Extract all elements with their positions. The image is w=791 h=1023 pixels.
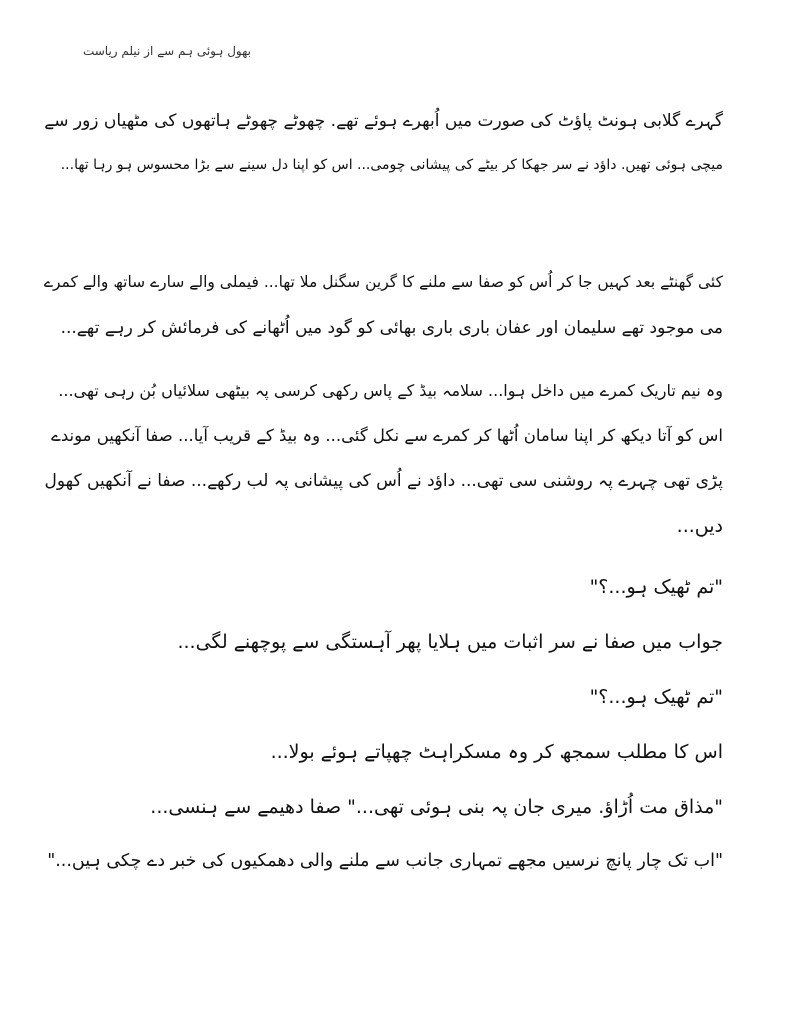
- paragraph-3-line-2: اس کو آتا دیکھ کر اپنا سامان اُٹھا کر کمرے سے نکل گئی... وہ بیڈ کے قریب آیا... صفا آنکھیں موندے: [51, 426, 723, 445]
- page-header: بھول ہوئی ہم سے از نیلم ریاست: [82, 44, 251, 58]
- paragraph-1-line-1: گہرے گلابی ہونٹ پاؤٹ کی صورت میں اُبھرے ہوئے تھے. چھوٹے چھوٹے ہاتھوں کی مٹھیاں زور سے: [44, 111, 723, 131]
- paragraph-3-line-1: وہ نیم تاریک کمرے میں داخل ہوا... سلامہ بیڈ کے پاس رکھی کرسی پہ بیٹھی سلائیاں بُن رہی تھی...: [58, 381, 723, 400]
- paragraph-1-line-2: میچی ہوئی تھیں. داؤد نے سر جھکا کر بیٹے کی پیشانی چومی... اس کو اپنا دل سینے سے بڑا محسوس ہو رہا تھا...: [60, 157, 723, 173]
- paragraph-3-line-3: پڑی تھی چہرے پہ روشنی سی تھی... داؤد نے اُس کی پیشانی پہ لب رکھے... صفا نے آنکھیں کھول: [44, 471, 723, 491]
- paragraph-3-line-4: دیں...: [676, 515, 723, 537]
- paragraph-5-line-1: اس کا مطلب سمجھ کر وہ مسکراہٹ چھپاتے ہوئے بولا...: [270, 741, 723, 763]
- dialogue-line-1: "تم ٹھیک ہو...؟": [589, 576, 723, 598]
- paragraph-2-line-2: می موجود تھے سلیمان اور عفان باری باری بھائی کو گود میں اُٹھانے کی فرمائش کر رہے تھے...: [60, 318, 723, 338]
- dialogue-line-3: "مذاق مت اُڑاؤ. میری جان پہ بنی ہوئی تھی..." صفا دھیمے سے ہنسی...: [150, 796, 723, 818]
- dialogue-line-2: "تم ٹھیک ہو...؟": [589, 686, 723, 708]
- paragraph-4-line-1: جواب میں صفا نے سر اثبات میں ہلایا پھر آہستگی سے پوچھنے لگی...: [177, 631, 723, 653]
- paragraph-2-line-1: کئی گھنٹے بعد کہیں جا کر اُس کو صفا سے ملنے کا گرین سگنل ملا تھا... فیملی والے سارے ساتھ والے کمرے: [43, 273, 723, 291]
- dialogue-line-4: "اب تک چار پانچ نرسیں مجھے تمہاری جانب سے ملنے والی دھمکیوں کی خبر دے چکی ہیں...": [47, 851, 723, 871]
